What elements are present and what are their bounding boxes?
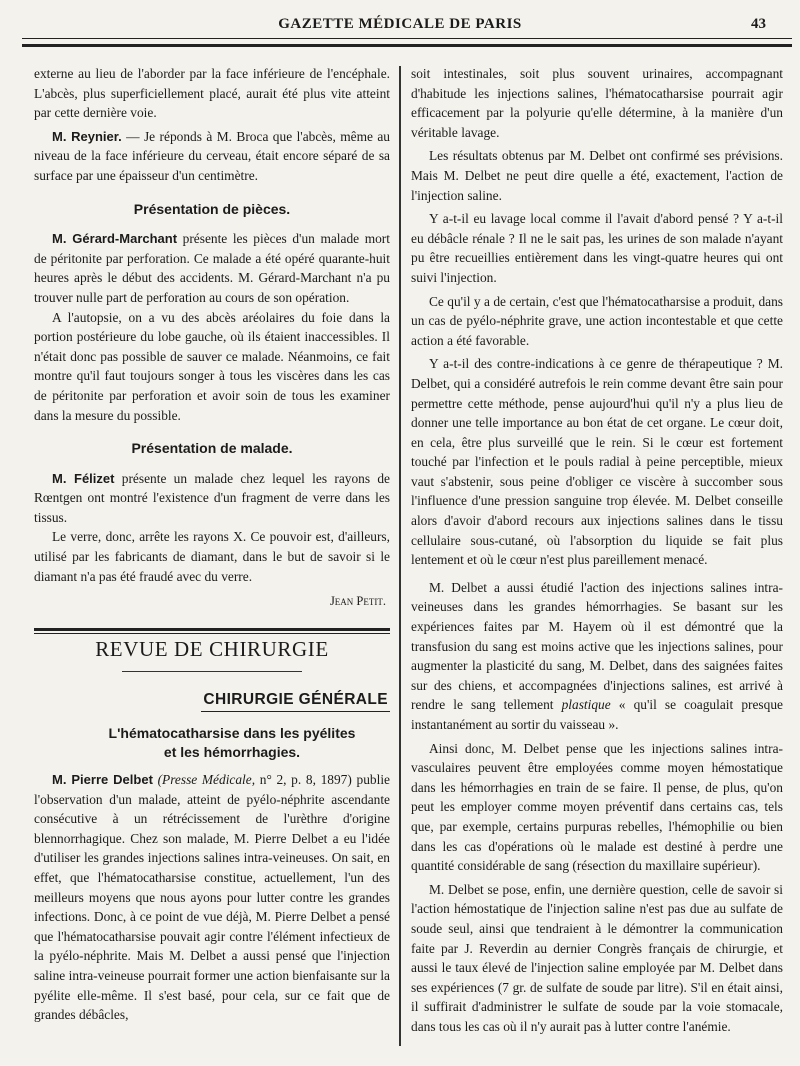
- paragraph-gerard-marchant: [34, 229, 390, 307]
- paragraph-text: présente les pièces d'un malade mort de péritonite par perforation. Ce malade a été opéré quarante-huit heures après le début des accidents. M. Gérard-Marchant n'a pu trouver nulle part de perforation au cours de son opération.: [34, 231, 390, 305]
- article-title-line-1: L'hématocatharsise dans les pyélites: [108, 725, 356, 742]
- paragraph-delbet: [34, 770, 390, 1025]
- paragraph-verre: Le verre, donc, arrête les rayons X. Ce pouvoir est, d'ailleurs, utilisé par les fabricants de diamant, dans le but de savoir si le diamant n'a pas été fraudé avec du verre.: [34, 529, 390, 584]
- section-heading-malade: Présentation de malade.: [131, 440, 293, 457]
- page-number: 43: [751, 16, 766, 32]
- paragraph-resultats: Les résultats obtenus par M. Delbet ont confirmé ses prévisions. Mais M. Delbet ne peut dire quelle a été, exactement, l'action de l'injection saline.: [411, 148, 783, 203]
- speaker-name: M. Gérard-Marchant: [52, 231, 178, 247]
- speaker-name: M. Reynier.: [52, 128, 122, 144]
- section-heading-pieces: Présentation de pièces.: [133, 200, 291, 217]
- header-rule-thick: [22, 44, 792, 47]
- paragraph-sulfate: M. Delbet se pose, enfin, une dernière question, celle de savoir si l'action hémostatique de l'injection saline n'est pas due au sulfate de soude seul, ainsi que tendraient à le démontrer la communication faite par J. Reverdin au dernier Congrès français de chirurgie, et aussi le taux élevé de l'injection saline employée par M. Delbet dans ses expériences (7 gr. de sulfate de soude par litre). S'il en était ainsi, il suffirait d'administrer le sulfate de soude par la voie stomacale, dans tous les cas où il n'y aurait pas à lutter contre l'anémie.: [411, 881, 783, 1034]
- chirurgie-generale-heading: [34, 690, 390, 710]
- column-divider: [399, 66, 401, 1046]
- speaker-name: M. Félizet: [52, 470, 115, 486]
- chirurgie-generale-text: CHIRURGIE GÉNÉRALE: [201, 691, 390, 712]
- section-separator-thin: [34, 633, 390, 634]
- citation-detail: n° 2, p. 8, 1897): [255, 772, 352, 788]
- left-column: [34, 64, 390, 1025]
- article-title: [34, 724, 390, 762]
- section-separator-thick: [34, 628, 390, 631]
- header-rule-thin: [22, 38, 792, 39]
- paragraph-text: présente un malade chez lequel les rayons de Rœntgen ont montré l'existence d'un fragment de verre dans les tissus.: [34, 470, 390, 525]
- paragraph-lavage: Y a-t-il eu lavage local comme il l'avait d'abord pensé ? Y a-t-il eu débâcle rénale ? Il ne le sait pas, les urines de son malade n'ayant pu être recueillies entièrement dans les vingt-quatre heures qui ont suivi l'injection.: [411, 211, 783, 285]
- paragraph-continuation: externe au lieu de l'aborder par la face inférieure de l'encéphale. L'abcès, plus superficiellement placé, aurait été plus vite atteint par cette dernière voie.: [34, 66, 390, 121]
- paragraph-reynier: [34, 127, 390, 186]
- paragraph-hemorrhagies: [411, 578, 783, 735]
- paragraph-contre-indications: Y a-t-il des contre-indications à ce genre de thérapeutique ? M. Delbet, qui a considéré autrefois le rein comme devant être sain pour permettre cette méthode, pense aujourd'hui qu'il n'y a plus lieu de donner une telle importance au bon état de cet organe. Le cœur doit, en cela, être plus surveillé que le rein. Si le cœur est fortement touché par l'infection et le pouls radial à peine perceptible, mieux vaut s'abstenir, sous peine d'obliger ce viscère à succomber sous l'influence d'une pression sanguine trop élevée. M. Delbet conseille alors d'avoir d'abord recours aux injections salines dans le tissu cellulaire sous-cutané, où l'absorption du liquide se fait plus lentement et où le cœur n'est plus pareillement menacé.: [411, 356, 783, 568]
- paragraph-hemostatique: Ainsi donc, M. Delbet pense que les injections salines intra-vasculaires peuvent être employées comme moyen hémostatique dans les hémorrhagies en train de se faire. Il pense, de plus, qu'on peut les employer comme moyen préventif dans certains cas, tels que, par exemple, certains purpuras rebelles, l'hémophilie ou bien dans les cas d'opérations où le malade est destiné à perdre une quantité considérable de sang (résection du maxillaire supérieur).: [411, 740, 783, 874]
- paragraph-autopsie: A l'autopsie, on a vu des abcès aréolaires du foie dans la portion postérieure du lobe gauche, où ils étaient inaccessibles. Il n'était donc pas possible de sauver ce malade. Néanmoins, ce fait montre qu'il faut toujours songer à tous les viscères dans les cas de péritonite par perforation et avoir soin de tous les examiner dans la mesure du possible.: [34, 309, 390, 423]
- revue-title: REVUE DE CHIRURGIE: [95, 636, 329, 661]
- citation-journal: (Presse Médicale,: [157, 772, 256, 788]
- right-column: [411, 64, 783, 1037]
- running-header: [0, 16, 800, 38]
- paragraph-text: publie l'observation d'un malade, atteint de pyélo-néphrite ascendante consécutive à un rétrécissement de l'urèthre d'origine blennorrhagique. Chez son malade, M. Pierre Delbet a eu l'idée d'utiliser les grandes injections salines intra-veineuses. On sait, en effet, que l'hématocatharsise constitue, actuellement, l'un des meilleurs moyens que nous ayons pour lutter contre les grandes infections. Donc, à ce point de vue déjà, M. Pierre Delbet a pensé que l'hématocatharsise pouvait agir contre l'élément infectieux de la pyélo-néphrite. Mais M. Delbet a aussi pensé que l'injection saline intra-veineuse pourrait former une action bienfaisante sur la pyélite elle-même. Il s'est basé, pour cela, sur ce fait que de grandes débâcles,: [34, 772, 390, 1023]
- paragraph-text-end: « qu'il se coagulait presque instantanément au sortir du vaisseau ».: [411, 697, 783, 732]
- article-title-line-2: et les hémorrhagies.: [163, 744, 301, 761]
- emphasis-plastique: plastique: [561, 697, 611, 713]
- journal-title: GAZETTE MÉDICALE DE PARIS: [278, 16, 522, 32]
- speaker-name: M. Pierre Delbet: [52, 772, 153, 788]
- paragraph-text: — Je réponds à M. Broca que l'abcès, même au niveau de la face inférieure du cerveau, était encore séparé de sa surface par une épaisseur d'un centimètre.: [34, 128, 390, 183]
- paragraph-certain: Ce qu'il y a de certain, c'est que l'hématocatharsise a produit, dans un cas de pyélo-néphrite grave, une action incontestable et que cette action a été favorable.: [411, 293, 783, 348]
- paragraph-text: M. Delbet a aussi étudié l'action des injections salines intra-veineuses dans les grandes hémorrhagies. Se basant sur les expériences faites par M. Hayem où il est démontré que la transfusion du sang est moins active que les injections salines, pour augmenter la plasticité du sang, M. Delbet, dans des saignées faites sur des chiens, et accompagnées d'injections salines, est arrivé à rendre le sang tellement: [411, 579, 783, 713]
- paragraph-felizet: [34, 469, 390, 528]
- author-signature: Jean Petit.: [329, 594, 386, 609]
- revue-rule: [122, 671, 302, 672]
- paragraph-continuation: soit intestinales, soit plus souvent urinaires, accompagnant d'habitude les injections salines, l'hématocatharsise pourrait agir efficacement par la polyurie qu'elle détermine, à la manière d'un véritable lavage.: [411, 66, 783, 140]
